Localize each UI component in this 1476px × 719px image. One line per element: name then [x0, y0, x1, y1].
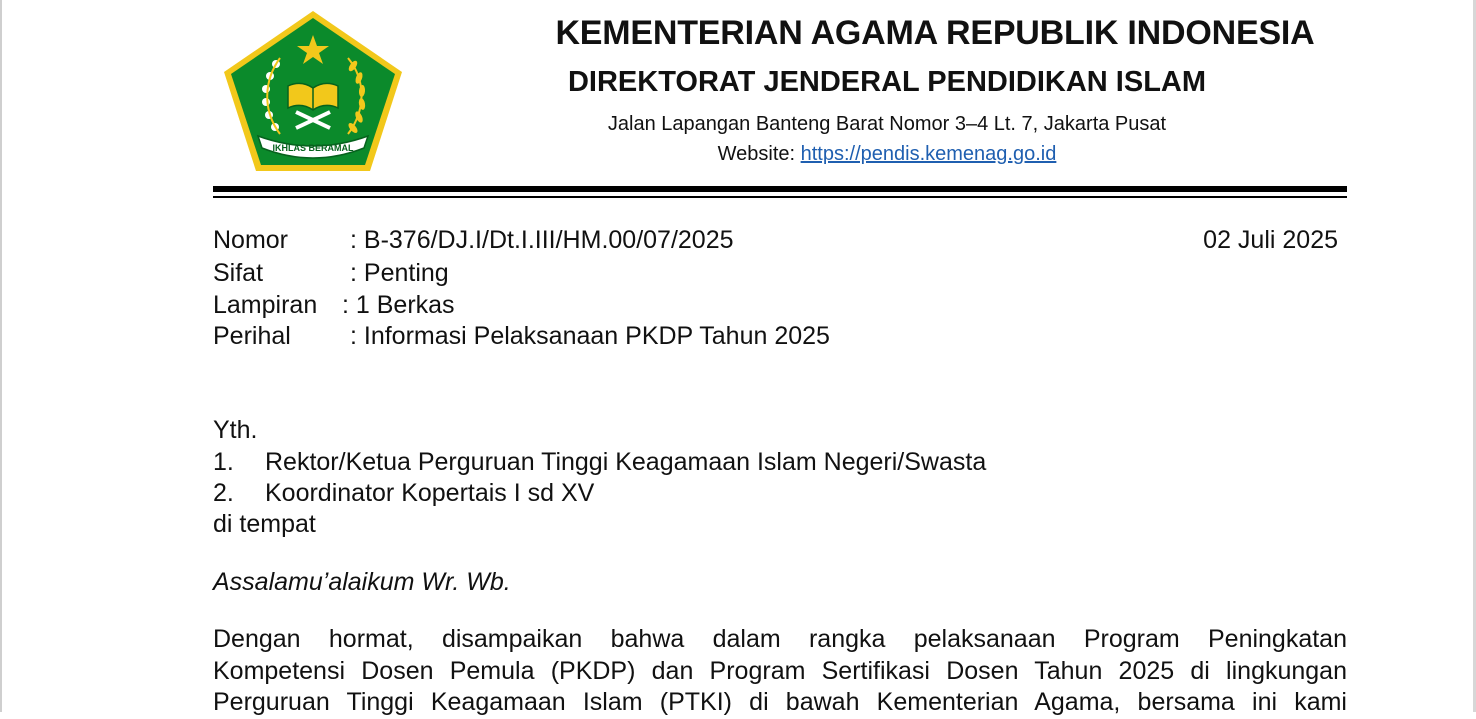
recipient-item: Rektor/Ketua Perguruan Tinggi Keagamaan Islam Negeri/Swasta — [265, 448, 987, 476]
recipient-number: 1. — [213, 448, 234, 476]
lampiran-value: : 1 Berkas — [342, 291, 455, 319]
directorate-name: DIREKTORAT JENDERAL PENDIDIKAN ISLAM — [567, 66, 1207, 98]
letter-date: 02 Juli 2025 — [1203, 226, 1338, 254]
lampiran-label: Lampiran — [213, 291, 318, 319]
nomor-label: Nomor — [213, 226, 289, 254]
logo-motto-text: IKHLAS BERAMAL — [272, 143, 354, 153]
ministry-name: KEMENTERIAN AGAMA REPUBLIK INDONESIA — [555, 14, 1315, 52]
perihal-value: : Informasi Pelaksanaan PKDP Tahun 2025 — [350, 322, 830, 350]
letterhead-rule-thin — [213, 196, 1347, 198]
website-line — [472, 143, 1302, 166]
office-address: Jalan Lapangan Banteng Barat Nomor 3–4 Lt. 7, Jakarta Pusat — [607, 113, 1167, 135]
paragraph-line: Kompetensi Dosen Pemula (PKDP) dan Program Sertifikasi Dosen Tahun 2025 di lingkungan — [213, 656, 1347, 685]
recipient-item: Koordinator Kopertais I sd XV — [265, 479, 595, 507]
website-label: Website: — [717, 143, 801, 165]
nomor-value: : B-376/DJ.I/Dt.I.III/HM.00/07/2025 — [350, 226, 734, 254]
sifat-label: Sifat — [213, 259, 264, 287]
salutation: Yth. — [213, 416, 258, 444]
paragraph-line: Dengan hormat, disampaikan bahwa dalam rangka pelaksanaan Program Peningkatan — [213, 625, 1347, 653]
perihal-label: Perihal — [213, 322, 291, 350]
paragraph-line: Perguruan Tinggi Keagamaan Islam (PTKI) di bawah Kementerian Agama, bersama ini kami — [213, 688, 1347, 716]
letterhead-rule-thick — [213, 186, 1347, 192]
body-paragraph — [213, 624, 1347, 719]
opening-greeting: Assalamu’alaikum Wr. Wb. — [213, 568, 511, 596]
website-link[interactable]: https://pendis.kemenag.go.id — [800, 143, 1057, 165]
recipient-number: 2. — [213, 479, 234, 507]
kemenag-logo — [218, 8, 408, 176]
recipient-location: di tempat — [213, 510, 316, 538]
sifat-value: : Penting — [350, 259, 449, 287]
page-edge-left — [0, 0, 2, 712]
